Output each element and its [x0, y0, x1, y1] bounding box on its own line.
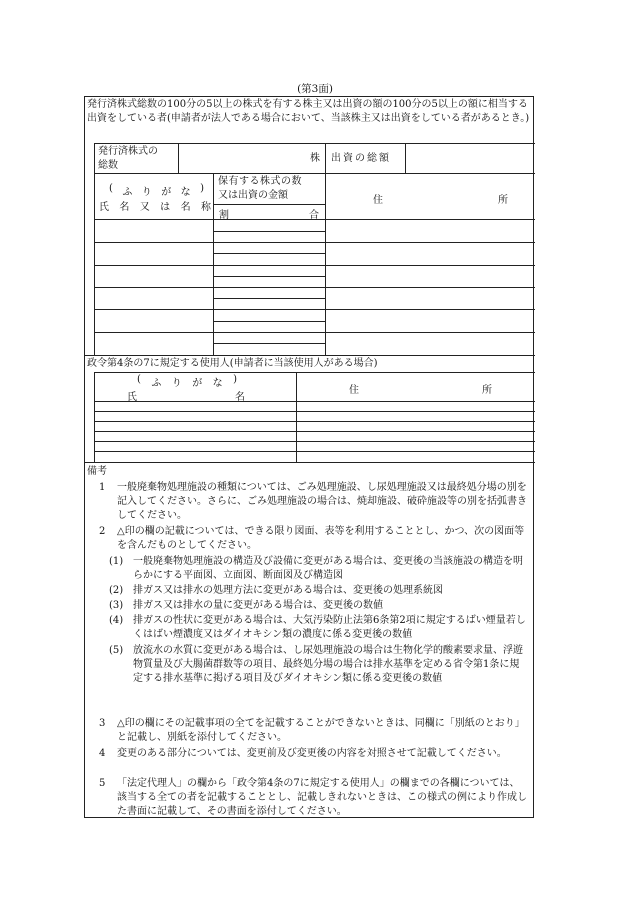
col-holding-2: 又は出資の金額 — [218, 190, 288, 201]
rule — [213, 321, 325, 322]
subnote-text: 放流水の水質に変更がある場合は、し尿処理施設の場合は生物化学的酸素要求量、浮遊物質量及び大腸菌群数等の項目、最終処分場の場合は排水基準を定める省令第1条に規定する排水基準に掲げる項目及びダイオキシン類に係る変更後の数値 — [133, 645, 523, 684]
notes-heading: 備考 — [87, 466, 107, 477]
note-text: 変更のある部分については、変更前及び変更後の内容を対照させて記載してください。 — [117, 748, 507, 759]
col-address: 住 所 — [373, 195, 508, 206]
note-number: 4 — [99, 748, 106, 759]
rule — [94, 143, 95, 355]
rule — [94, 173, 535, 174]
note-text: △印の欄の記載については、できる限り図面、表等を利用することとし、かつ、次の図面等を含んだものとしてください。 — [117, 526, 525, 551]
rule — [94, 372, 95, 462]
rule — [213, 173, 214, 355]
table-row — [94, 265, 535, 266]
rule — [213, 276, 325, 277]
rule — [213, 231, 325, 232]
form-frame — [84, 96, 534, 818]
issued-shares-label-1: 発行済株式の — [98, 146, 158, 157]
rule — [213, 253, 325, 254]
page-label: (第3面) — [297, 83, 333, 95]
emp-col-name-kana: ( ふ り が な ) — [137, 374, 237, 389]
employees-heading: 政令第4条の7に規定する使用人(申請者に当該使用人がある場合) — [87, 358, 378, 369]
subnote-number: (4) — [109, 615, 124, 626]
total-investment-label: 出資の総額 — [331, 153, 391, 164]
table-row — [94, 411, 535, 412]
rule — [94, 219, 535, 220]
rule — [94, 372, 535, 373]
issued-shares-unit: 株 — [310, 153, 320, 164]
emp-col-address: 住 所 — [349, 385, 492, 396]
rule — [296, 372, 297, 462]
rule — [325, 173, 326, 355]
section-divider — [85, 462, 535, 463]
rule — [213, 343, 325, 344]
rule — [213, 204, 325, 205]
note-number: 3 — [99, 718, 106, 729]
section-divider — [85, 355, 535, 356]
table-row — [94, 242, 535, 243]
col-holding-1: 保有する株式の数 — [218, 176, 302, 187]
rule — [178, 143, 179, 173]
subnote-number: (5) — [109, 645, 124, 656]
table-row — [94, 421, 535, 422]
note-number: 1 — [99, 482, 106, 493]
subnote-number: (2) — [109, 585, 124, 596]
note-text: △印の欄にその記載事項の全てを記載することができないときは、同欄に「別紙のとおり」と記載し、別紙を添付してください。 — [117, 718, 525, 743]
subnote-text: 排ガス又は排水の量に変更がある場合は、変更後の数値 — [133, 600, 383, 611]
rule — [213, 298, 325, 299]
table-row — [94, 332, 535, 333]
subnote-number: (3) — [109, 600, 124, 611]
subnote-text: 一般廃棄物処理施設の構造及び設備に変更がある場合は、変更後の当該施設の構造を明らかにする平面図、立面図、断面図及び構造図 — [133, 556, 523, 581]
subnote-number: (1) — [109, 556, 124, 567]
col-name: 氏 名 又 は 名 称 — [99, 202, 211, 213]
col-ratio: 割 合 — [219, 210, 319, 221]
table-row — [94, 287, 535, 288]
issued-shares-label-2: 総数 — [98, 160, 118, 171]
table-row — [94, 309, 535, 310]
table-row — [94, 451, 535, 452]
rule — [325, 143, 326, 173]
table-row — [94, 441, 535, 442]
table-row — [94, 431, 535, 432]
note-number: 5 — [99, 778, 106, 789]
col-name-kana: ( ふ り が な ) — [109, 183, 204, 198]
note-text: 一般廃棄物処理施設の種類については、ごみ処理施設、し尿処理施設又は最終処分場の別を記入してください。さらに、ごみ処理施設の場合は、焼却施設、破砕施設等の別を括弧書きしてください。 — [117, 482, 527, 521]
rule — [94, 143, 535, 144]
rule — [405, 143, 406, 173]
table-row — [94, 401, 535, 402]
subnote-text: 排ガスの性状に変更がある場合は、大気汚染防止法第6条第2項に規定するばい煙量若しくはばい煙濃度又はダイオキシン類の濃度に係る変更後の数値 — [133, 615, 526, 640]
subnote-text: 排ガス又は排水の処理方法に変更がある場合は、変更後の処理系統図 — [133, 585, 443, 596]
note-text: 「法定代理人」の欄から「政令第4条の7に規定する使用人」の欄までの各欄については、該当する全ての者を記載することとし、記載しきれないときは、この様式の例により作成した書面に記載して、その書面を添付してください。 — [117, 778, 527, 817]
emp-col-name: 氏 名 — [127, 392, 245, 403]
note-number: 2 — [99, 526, 106, 537]
shareholders-heading: 発行済株式総数の100分の5以上の株式を有する株主又は出資の額の100分の5以上の額に相当する出資をしている者(申請者が法人である場合において、当該株主又は出資をしている者があるとき。) — [87, 99, 530, 124]
